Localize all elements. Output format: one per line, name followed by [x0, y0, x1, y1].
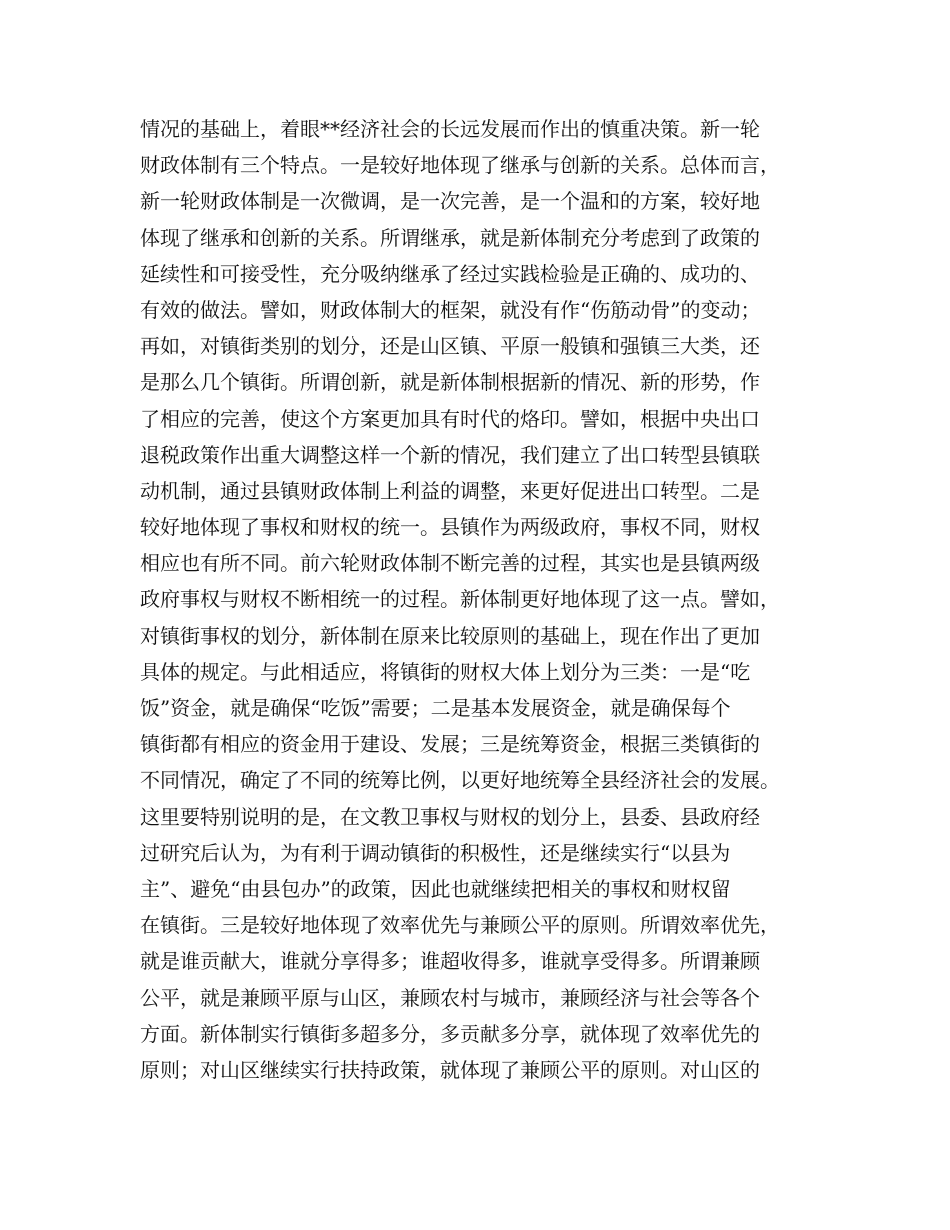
text-line: 镇街都有相应的资金用于建设、发展；三是统筹资金，根据三类镇街的 — [140, 732, 760, 757]
text-line: 情况的基础上，着眼**经济社会的长远发展而作出的慎重决策。新一轮 — [140, 117, 760, 141]
text-line: 公平，就是兼顾平原与山区，兼顾农村与城市，兼顾经济与社会等各个 — [140, 985, 760, 1010]
text-line: 体现了继承和创新的关系。所谓继承，就是新体制充分考虑到了政策的 — [140, 225, 760, 250]
text-line: 财政体制有三个特点。一是较好地体现了继承与创新的关系。总体而言， — [140, 153, 780, 178]
text-line: 退税政策作出重大调整这样一个新的情况，我们建立了出口转型县镇联 — [140, 442, 760, 467]
text-line: 政府事权与财权不断相统一的过程。新体制更好地体现了这一点。譬如， — [140, 587, 780, 612]
text-line: 是那么几个镇街。所谓创新，就是新体制根据新的情况、新的形势，作 — [140, 370, 760, 395]
text-line: 就是谁贡献大，谁就分享得多；谁超收得多，谁就享受得多。所谓兼顾 — [140, 949, 760, 974]
text-line: 主”、避免“由县包办”的政策，因此也就继续把相关的事权和财权留 — [140, 876, 731, 901]
text-line: 方面。新体制实行镇街多超多分，多贡献多分享，就体现了效率优先的 — [140, 1021, 760, 1046]
text-line: 不同情况，确定了不同的统筹比例，以更好地统筹全县经济社会的发展。 — [140, 768, 780, 793]
text-line: 具体的规定。与此相适应，将镇街的财权大体上划分为三类：一是“吃 — [140, 659, 751, 684]
text-line: 延续性和可接受性，充分吸纳继承了经过实践检验是正确的、成功的、 — [140, 261, 760, 286]
text-line: 过研究后认为，为有利于调动镇街的积极性，还是继续实行“以县为 — [140, 840, 731, 865]
text-line: 相应也有所不同。前六轮财政体制不断完善的过程，其实也是县镇两级 — [140, 551, 760, 576]
text-line: 饭”资金，就是确保“吃饭”需要；二是基本发展资金，就是确保每个 — [140, 696, 731, 720]
text-line: 动机制，通过县镇财政体制上利益的调整，来更好促进出口转型。二是 — [140, 478, 760, 503]
text-line: 较好地体现了事权和财权的统一。县镇作为两级政府，事权不同，财权 — [140, 515, 760, 540]
text-line: 了相应的完善，使这个方案更加具有时代的烙印。譬如，根据中央出口 — [140, 406, 760, 431]
text-line: 新一轮财政体制是一次微调，是一次完善，是一个温和的方案，较好地 — [140, 189, 760, 214]
text-line: 有效的做法。譬如，财政体制大的框架，就没有作“伤筋动骨”的变动； — [140, 297, 761, 322]
text-line: 再如，对镇街类别的划分，还是山区镇、平原一般镇和强镇三大类，还 — [140, 334, 760, 359]
text-line: 在镇街。三是较好地体现了效率优先与兼顾公平的原则。所谓效率优先， — [140, 913, 780, 938]
text-line: 对镇街事权的划分，新体制在原来比较原则的基础上，现在作出了更加 — [140, 623, 760, 648]
text-line: 原则；对山区继续实行扶持政策，就体现了兼顾公平的原则。对山区的 — [140, 1057, 760, 1082]
body-text — [140, 111, 820, 1088]
text-line: 这里要特别说明的是，在文教卫事权与财权的划分上，县委、县政府经 — [140, 804, 760, 829]
